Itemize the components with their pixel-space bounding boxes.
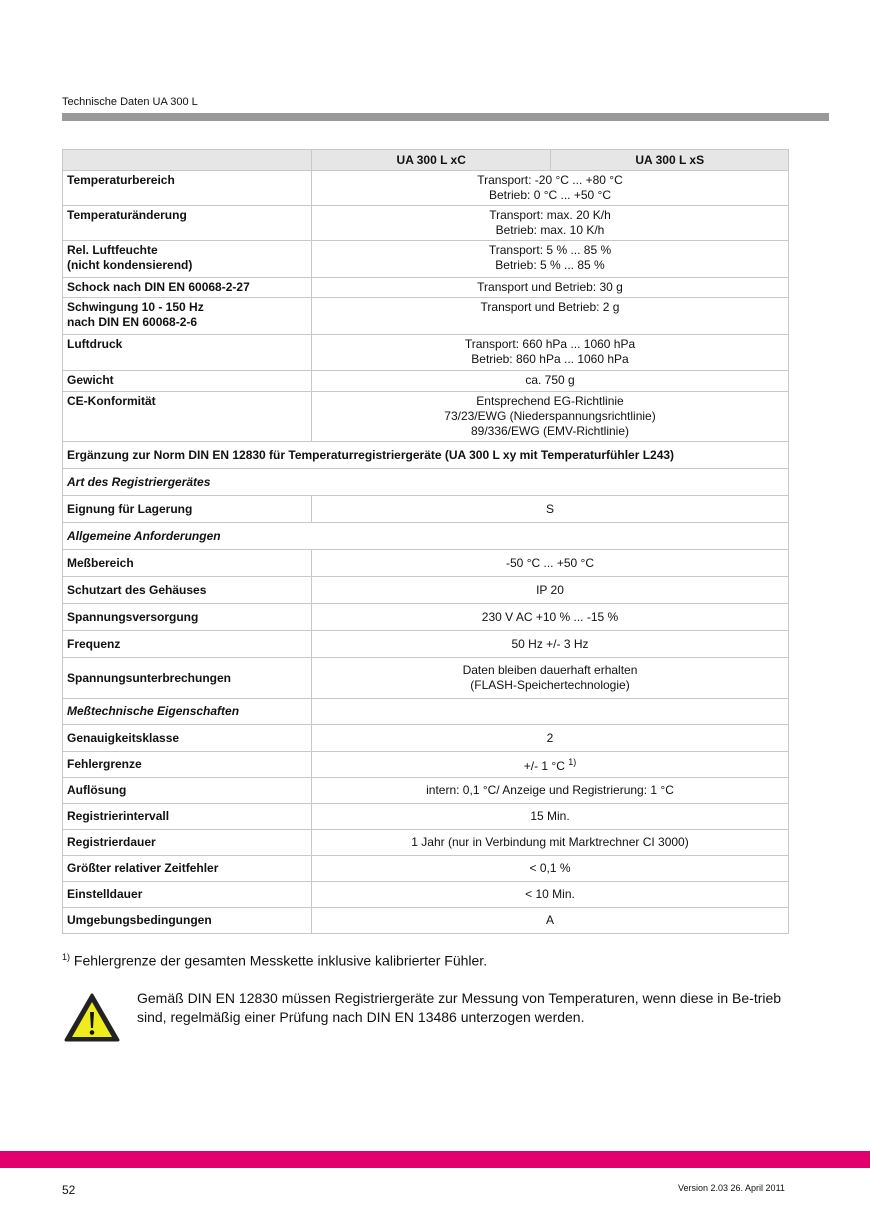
table-row bbox=[63, 856, 789, 882]
text-line: 73/23/EWG (Niederspannungsrichtlinie) bbox=[444, 409, 656, 423]
table-row bbox=[63, 658, 789, 699]
footnote-ref: 1) bbox=[568, 757, 577, 767]
row-value: IP 20 bbox=[312, 577, 789, 604]
table-row bbox=[63, 241, 789, 278]
row-label bbox=[63, 278, 312, 298]
row-label: Umgebungsbedingungen bbox=[63, 908, 312, 934]
row-label: Spannungsunterbrechungen bbox=[63, 658, 312, 699]
text-line: Transport: 660 hPa ... 1060 hPa bbox=[464, 337, 636, 351]
footnote-text: Fehlergrenze der gesamten Messkette inklusive kalibrierter Fühler. bbox=[70, 952, 488, 969]
row-value: 230 V AC +10 % ... -15 % bbox=[312, 604, 789, 631]
text-line: Temperaturbereich bbox=[67, 173, 175, 187]
row-value bbox=[312, 298, 789, 335]
text-line: Rel. Luftfeuchte bbox=[67, 243, 158, 257]
text-line: Gewicht bbox=[67, 373, 114, 387]
row-label bbox=[63, 335, 312, 371]
text-line: 89/336/EWG (EMV-Richtlinie) bbox=[470, 424, 630, 438]
section-heading: Art des Registriergerätes bbox=[63, 469, 789, 496]
page-header-title: Technische Daten UA 300 L bbox=[62, 96, 198, 108]
text-line: Schwingung 10 - 150 Hz bbox=[67, 300, 204, 314]
table-row bbox=[63, 631, 789, 658]
footer-bar bbox=[0, 1151, 870, 1168]
text-line: nach DIN EN 60068-2-6 bbox=[67, 315, 198, 329]
row-label: Eignung für Lagerung bbox=[63, 496, 312, 523]
row-label: Registrierdauer bbox=[63, 830, 312, 856]
row-label: Auflösung bbox=[63, 778, 312, 804]
text-line: Betrieb: 860 hPa ... 1060 hPa bbox=[471, 352, 629, 366]
header-rule bbox=[62, 113, 829, 121]
row-label: Meßbereich bbox=[63, 550, 312, 577]
row-value bbox=[312, 241, 789, 278]
text-line: Entsprechend EG-Richtlinie bbox=[476, 394, 624, 408]
table-header-row bbox=[63, 150, 789, 171]
text-line: Transport und Betrieb: 30 g bbox=[477, 280, 623, 294]
table-row bbox=[63, 278, 789, 298]
row-label: Frequenz bbox=[63, 631, 312, 658]
row-label bbox=[63, 371, 312, 392]
header-xs: UA 300 L xS bbox=[551, 150, 789, 171]
table-row bbox=[63, 577, 789, 604]
row-value bbox=[312, 278, 789, 298]
version-info: Version 2.03 26. April 2011 bbox=[678, 1183, 785, 1193]
text-line: CE-Konformität bbox=[67, 394, 156, 408]
row-label bbox=[63, 392, 312, 442]
table-row bbox=[63, 523, 789, 550]
table-row bbox=[63, 469, 789, 496]
warning-triangle-icon bbox=[64, 993, 120, 1043]
table-row bbox=[63, 882, 789, 908]
footnote-mark: 1) bbox=[62, 952, 71, 962]
text-line: Betrieb: max. 10 K/h bbox=[495, 223, 605, 237]
row-value: 1 Jahr (nur in Verbindung mit Marktrechner CI 3000) bbox=[312, 830, 789, 856]
row-value: 15 Min. bbox=[312, 804, 789, 830]
row-label: Schutzart des Gehäuses bbox=[63, 577, 312, 604]
text-line: (FLASH-Speichertechnologie) bbox=[470, 678, 630, 692]
text-line: Transport und Betrieb: 2 g bbox=[480, 300, 620, 314]
norm-heading: Ergänzung zur Norm DIN EN 12830 für Temperaturregistriergeräte (UA 300 L xy mit Temperaturfühler L243) bbox=[63, 442, 789, 469]
page-number: 52 bbox=[62, 1183, 76, 1197]
row-value: S bbox=[312, 496, 789, 523]
table-row bbox=[63, 830, 789, 856]
text-line: ca. 750 g bbox=[525, 373, 575, 387]
text-line: Daten bleiben dauerhaft erhalten bbox=[462, 663, 638, 677]
row-label bbox=[63, 171, 312, 206]
header-blank bbox=[63, 150, 312, 171]
row-label bbox=[63, 206, 312, 241]
text-line: Luftdruck bbox=[67, 337, 123, 351]
row-value bbox=[312, 171, 789, 206]
table-row bbox=[63, 908, 789, 934]
row-label bbox=[63, 241, 312, 278]
row-label: Registrierintervall bbox=[63, 804, 312, 830]
text-line: Betrieb: 5 % ... 85 % bbox=[495, 258, 605, 272]
text-line: Temperaturänderung bbox=[67, 208, 187, 222]
table-row bbox=[63, 550, 789, 577]
empty-cell bbox=[312, 699, 789, 725]
row-value bbox=[312, 371, 789, 392]
table-row bbox=[63, 496, 789, 523]
text-line: Betrieb: 0 °C ... +50 °C bbox=[489, 188, 611, 202]
row-value: A bbox=[312, 908, 789, 934]
table-row bbox=[63, 371, 789, 392]
row-value: 2 bbox=[312, 725, 789, 752]
text-line: Transport: max. 20 K/h bbox=[489, 208, 611, 222]
table-row bbox=[63, 778, 789, 804]
table-row bbox=[63, 752, 789, 778]
row-label: Größter relativer Zeitfehler bbox=[63, 856, 312, 882]
section-heading: Meßtechnische Eigenschaften bbox=[63, 699, 312, 725]
row-label: Spannungsversorgung bbox=[63, 604, 312, 631]
table-row bbox=[63, 335, 789, 371]
table-row bbox=[63, 442, 789, 469]
row-value bbox=[312, 658, 789, 699]
row-value: < 10 Min. bbox=[312, 882, 789, 908]
table-row bbox=[63, 804, 789, 830]
section-heading: Allgemeine Anforderungen bbox=[63, 523, 789, 550]
row-label: Einstelldauer bbox=[63, 882, 312, 908]
table-row bbox=[63, 171, 789, 206]
row-value: -50 °C ... +50 °C bbox=[312, 550, 789, 577]
row-value bbox=[312, 392, 789, 442]
text-line: Transport: 5 % ... 85 % bbox=[488, 243, 612, 257]
header-xc: UA 300 L xC bbox=[312, 150, 551, 171]
text-line: Transport: -20 °C ... +80 °C bbox=[477, 173, 623, 187]
table-row bbox=[63, 699, 789, 725]
row-value bbox=[312, 335, 789, 371]
row-value: 50 Hz +/- 3 Hz bbox=[312, 631, 789, 658]
table-row bbox=[63, 725, 789, 752]
text-line: (nicht kondensierend) bbox=[67, 258, 193, 272]
value-text: +/- 1 °C bbox=[523, 759, 569, 773]
row-label bbox=[63, 298, 312, 335]
spec-table bbox=[62, 149, 789, 934]
warning-text: Gemäß DIN EN 12830 müssen Registriergeräte zur Messung von Temperaturen, wenn diese in Be-trieb sind, regelmäßig einer Prüfung nach DIN EN 13486 unterzogen werden. bbox=[137, 990, 782, 1025]
footnote bbox=[62, 952, 487, 969]
table-row bbox=[63, 206, 789, 241]
row-value: < 0,1 % bbox=[312, 856, 789, 882]
row-label: Genauigkeitsklasse bbox=[63, 725, 312, 752]
table-row bbox=[63, 392, 789, 442]
row-value: intern: 0,1 °C/ Anzeige und Registrierung: 1 °C bbox=[312, 778, 789, 804]
text-line: Schock nach DIN EN 60068-2-27 bbox=[67, 280, 250, 294]
table-row bbox=[63, 298, 789, 335]
table-row bbox=[63, 604, 789, 631]
row-value bbox=[312, 206, 789, 241]
row-label: Fehlergrenze bbox=[63, 752, 312, 778]
row-value bbox=[312, 752, 789, 778]
